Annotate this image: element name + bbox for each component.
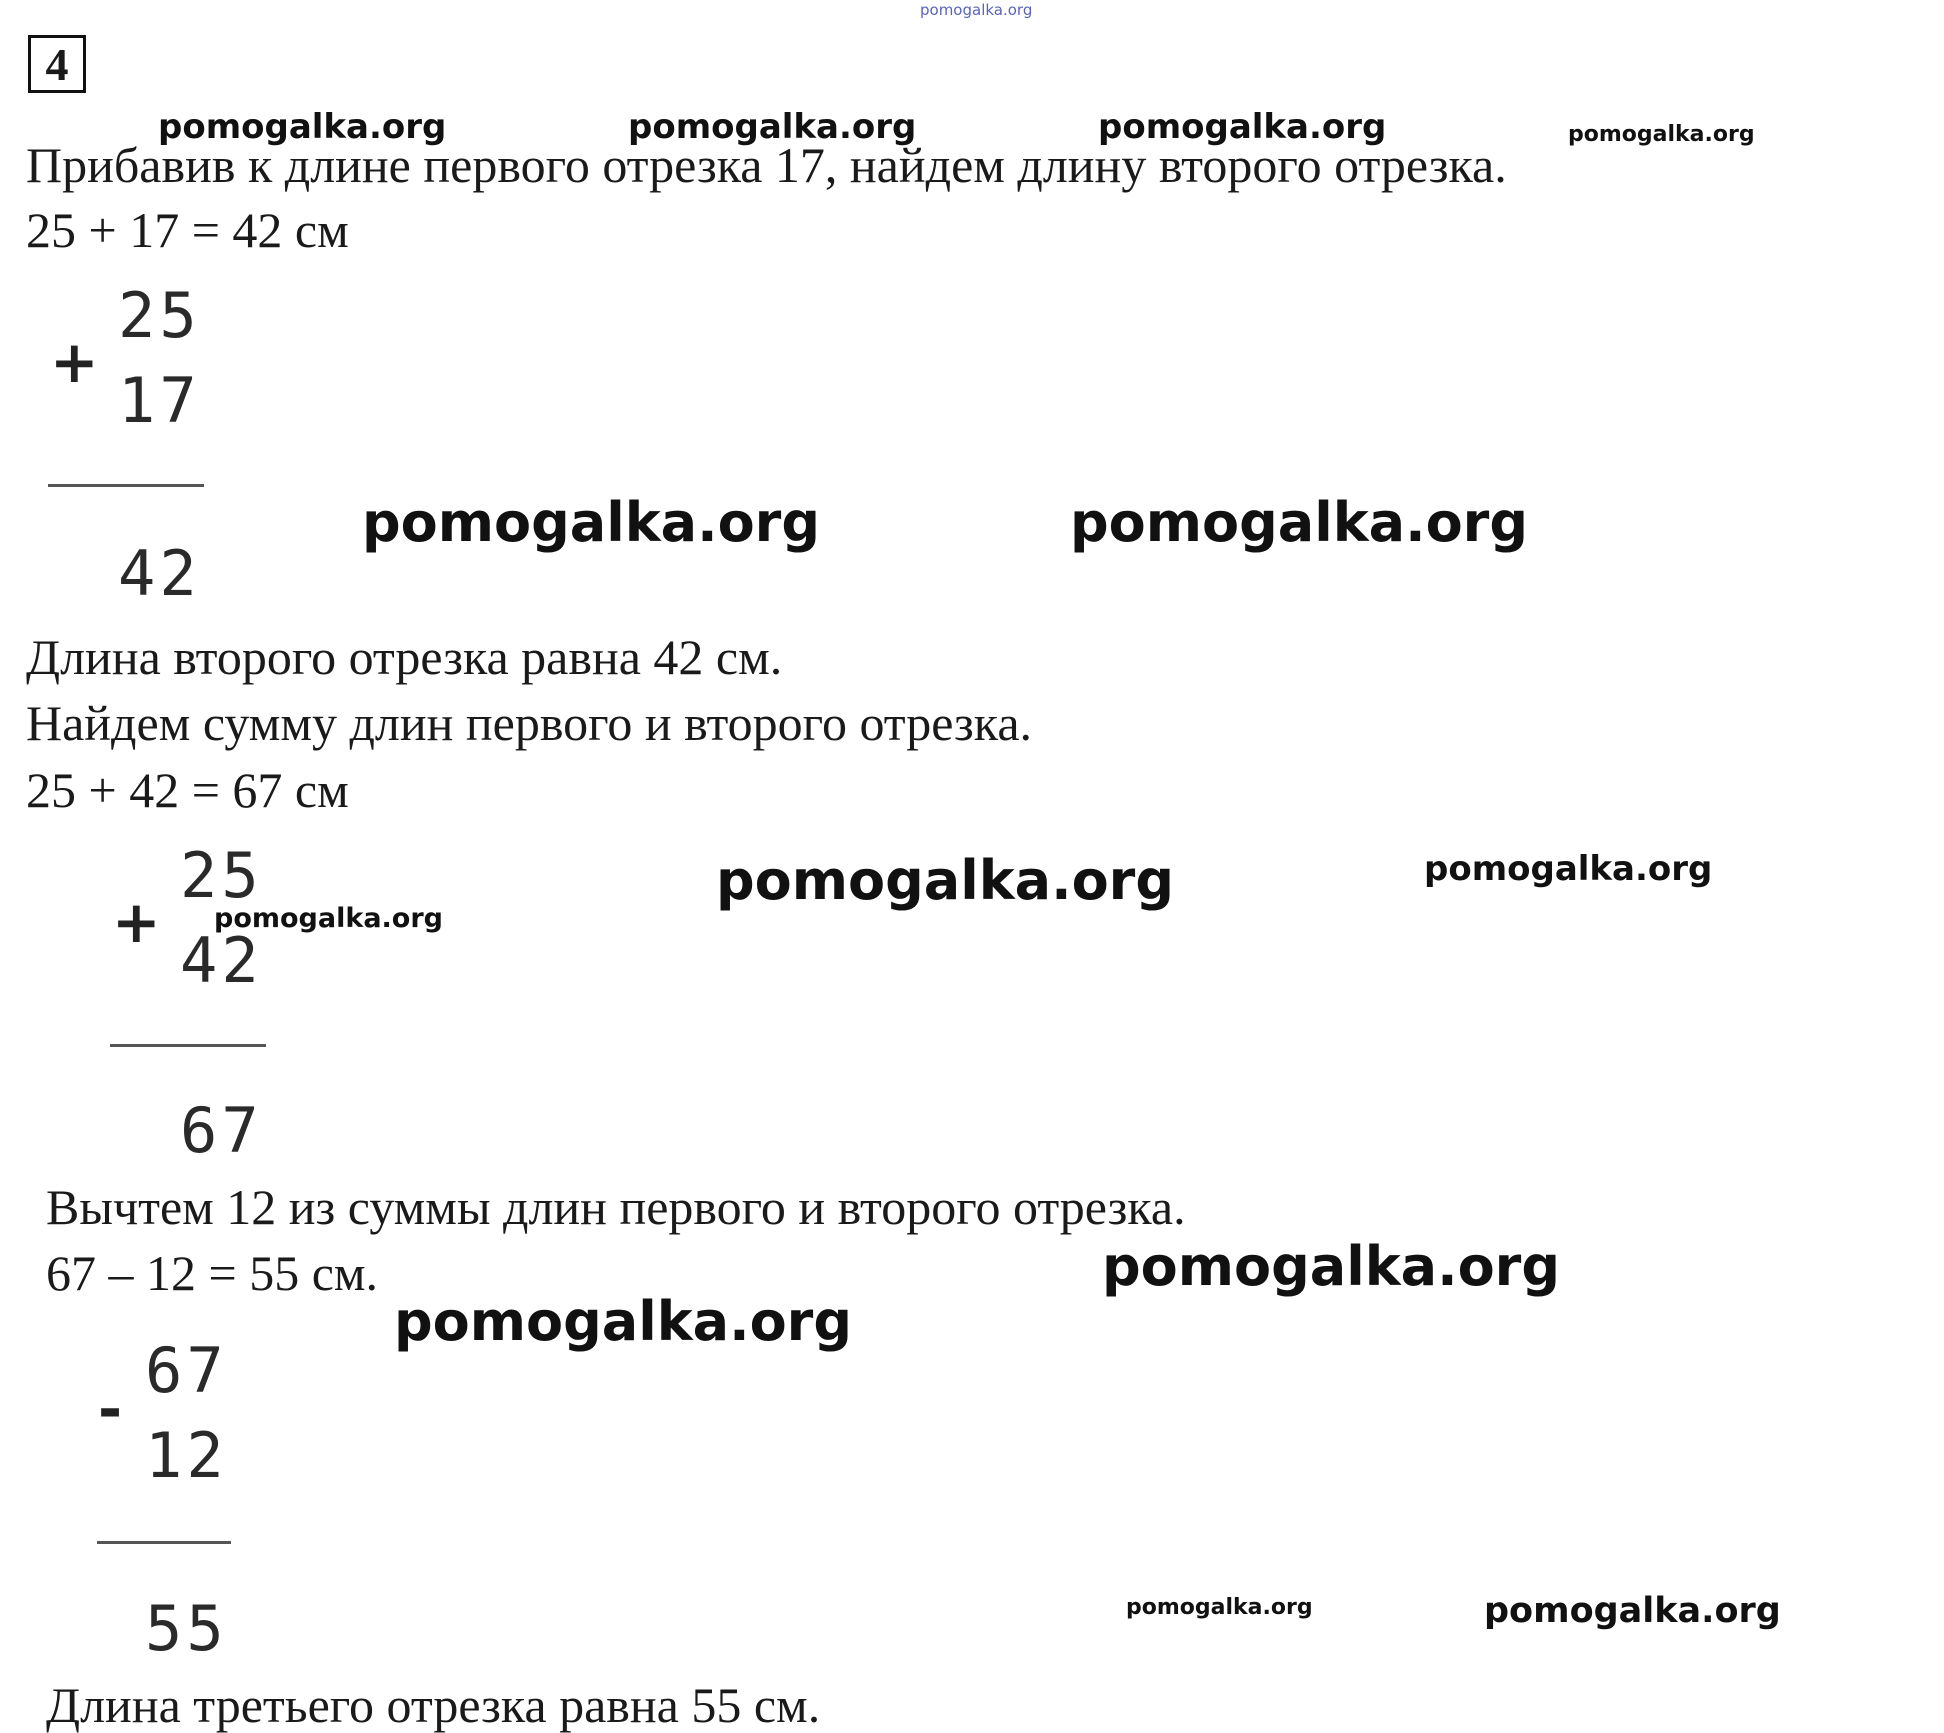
step1-equation: 25 + 17 = 42 см	[26, 202, 349, 258]
step1-column-sign: +	[50, 328, 99, 396]
watermark: pomogalka.org	[158, 107, 447, 147]
watermark: pomogalka.org	[362, 491, 820, 554]
watermark: pomogalka.org	[1126, 1595, 1313, 1620]
step3-equation: 67 – 12 = 55 см.	[46, 1245, 379, 1301]
step3-column-rule	[97, 1541, 231, 1544]
watermark: pomogalka.org	[1424, 849, 1713, 889]
watermark: pomogalka.org	[1098, 107, 1387, 147]
step3-column-top: 67	[145, 1334, 228, 1407]
watermark-top: pomogalka.org	[920, 1, 1033, 19]
watermark: pomogalka.org	[628, 107, 917, 147]
watermark: pomogalka.org	[1568, 122, 1755, 147]
step2-column-rule	[110, 1044, 266, 1047]
task-number: 4	[28, 35, 86, 93]
watermark: pomogalka.org	[394, 1290, 852, 1353]
step2-column-result: 67	[180, 1094, 263, 1167]
step1-column-result: 42	[118, 537, 201, 610]
step2-column-sign: +	[112, 888, 161, 956]
step3-column-sign: -	[98, 1375, 123, 1443]
step3-conclusion: Длина третьего отрезка равна 55 см.	[46, 1677, 821, 1733]
step1-column-rule	[48, 484, 204, 487]
step1-column-bottom: 17	[118, 364, 201, 437]
step2-equation: 25 + 42 = 67 см	[26, 762, 349, 818]
watermark: pomogalka.org	[1070, 491, 1528, 554]
watermark: pomogalka.org	[214, 903, 443, 934]
watermark: pomogalka.org	[1484, 1591, 1781, 1631]
step2-text: Найдем сумму длин первого и второго отрезка.	[26, 695, 1033, 751]
step2-column-bottom: 42	[180, 924, 263, 997]
step1-conclusion: Длина второго отрезка равна 42 см.	[26, 629, 783, 685]
watermark: pomogalka.org	[716, 849, 1174, 912]
step2-column-top: 25	[180, 839, 263, 912]
step1-text: Прибавив к длине первого отрезка 17, найдем длину второго отрезка.	[26, 137, 1507, 193]
watermark: pomogalka.org	[1102, 1235, 1560, 1298]
step1-column-top: 25	[118, 279, 201, 352]
step3-text: Вычтем 12 из суммы длин первого и второго отрезка.	[46, 1179, 1186, 1235]
step3-column-result: 55	[145, 1592, 228, 1665]
step3-column-bottom: 12	[145, 1419, 228, 1492]
